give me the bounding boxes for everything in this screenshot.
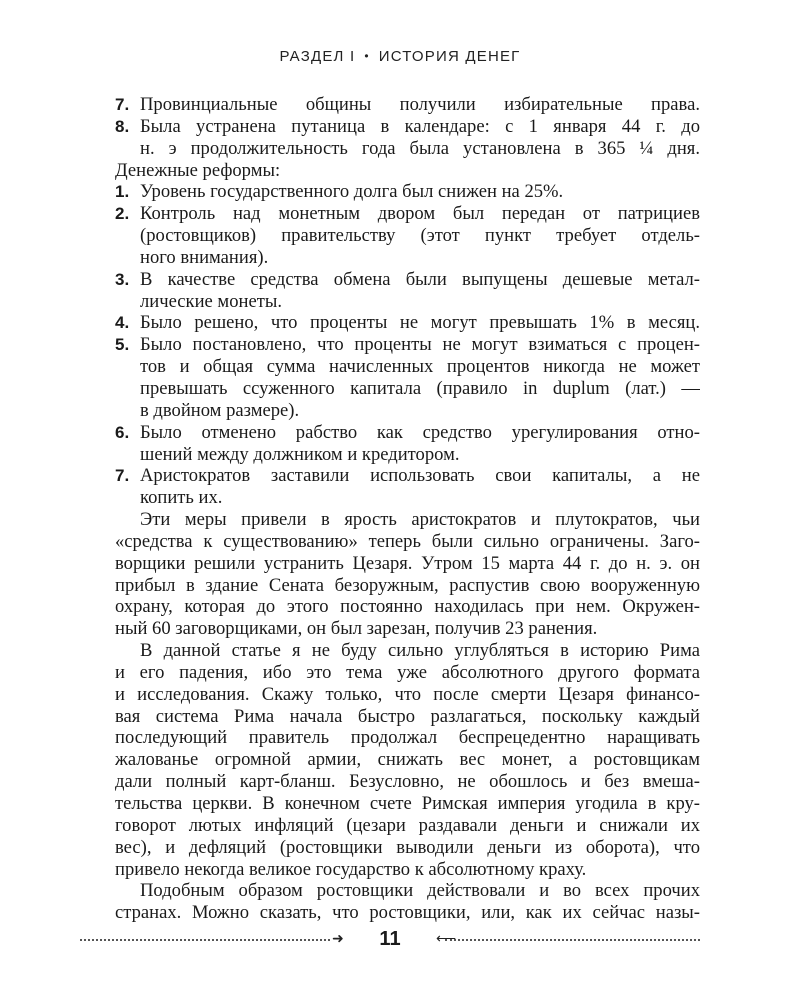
- paragraph-line: дали полный карт-бланш. Безусловно, не обошлось и без вмеша-: [115, 771, 700, 793]
- subheading: Денежные реформы:: [115, 159, 281, 181]
- list-number: 6.: [115, 422, 130, 442]
- paragraph-line: ный 60 заговорщиками, он был зарезан, получив 23 ранения.: [115, 618, 598, 640]
- list-item: 1. Уровень государственного долга был снижен на 25%.: [115, 181, 564, 203]
- paragraph-line: и исследования. Скажу только, что после смерти Цезаря финансо-: [115, 683, 700, 705]
- list-item: 3. В качестве средства обмена были выпущены дешевые метал-: [115, 268, 700, 290]
- paragraph-line: привело некогда великое государство к абсолютному краху.: [115, 858, 587, 880]
- list-item: 8. Была устранена путаница в календаре: с 1 января 44 г. до: [115, 115, 700, 137]
- arrow-right-icon: ➜: [332, 930, 344, 946]
- list-item: 4. Было решено, что проценты не могут превышать 1% в месяц.: [115, 312, 700, 334]
- list-number: 7.: [115, 466, 130, 486]
- list-item: 7. Аристократов заставили использовать свои капиталы, а не: [115, 465, 700, 487]
- paragraph-line: говорот лютых инфляций (цезари раздавали деньги и снижали их: [115, 814, 700, 836]
- paragraph-line: вес), и дефляций (ростовщики выводили деньги из оборота), что: [115, 836, 700, 858]
- list-item-continuation: копить их.: [140, 487, 223, 509]
- list-number: 5.: [115, 335, 130, 355]
- paragraph-line: и его падения, ибо это тема уже абсолютного другого формата: [115, 661, 700, 683]
- list-number: 7.: [115, 95, 130, 114]
- list-item-continuation: превышать ссуженного капитала (правило in duplum (лат.) —: [140, 377, 700, 399]
- list-number: 1.: [115, 182, 130, 202]
- paragraph-line: последующий правитель продолжал беспрецедентно наращивать: [115, 727, 700, 749]
- list-number: 8.: [115, 116, 130, 136]
- paragraph-line: Эти меры привели в ярость аристократов и плутократов, чьи: [140, 509, 700, 531]
- list-item-continuation: лические монеты.: [140, 290, 282, 312]
- separator-dot: •: [364, 49, 370, 63]
- paragraph-line: прибыл в здание Сената безоружным, распустив свою вооруженную: [115, 574, 700, 596]
- list-item-continuation: шений между должником и кредитором.: [140, 443, 460, 465]
- list-item-continuation: тов и общая сумма начисленных процентов никогда не может: [140, 356, 700, 378]
- paragraph-line: тельства церкви. В конечном счете Римская империя угодила в кру-: [115, 793, 700, 814]
- list-item-continuation: в двойном размере).: [140, 399, 300, 421]
- page-footer: [80, 928, 700, 952]
- list-number: 4.: [115, 313, 130, 333]
- running-header: [0, 48, 800, 65]
- list-item-continuation: (ростовщиков) правительству (этот пункт требует отдель-: [140, 225, 700, 247]
- paragraph-line: охрану, которая до этого постоянно находилась при нем. Окружен-: [115, 596, 700, 618]
- chapter-title: ИСТОРИЯ ДЕНЕГ: [378, 48, 521, 65]
- paragraph-line: жалованье огромной армии, снижать вес монет, а ростовщикам: [115, 749, 700, 771]
- list-item-continuation: н. э продолжительность года была установлена в 365 ¼ дня.: [140, 137, 700, 159]
- paragraph-line: ворщики решили устранить Цезаря. Утром 15 марта 44 г. до н. э. он: [115, 552, 700, 574]
- list-number: 3.: [115, 269, 130, 289]
- list-item: 5. Было постановлено, что проценты не могут взиматься с процен-: [115, 334, 700, 356]
- paragraph-line: «средства к существованию» теперь были сильно ограничены. Заго-: [115, 530, 700, 552]
- body-text: [115, 94, 700, 924]
- page-number: 11: [379, 928, 401, 950]
- arrow-left-icon: ⟵: [436, 930, 457, 946]
- footer-dotted-rule-left: [80, 939, 330, 941]
- footer-dotted-rule-right: [445, 939, 700, 941]
- list-item: 6. Было отменено рабство как средство урегулирования отно-: [115, 421, 700, 443]
- list-number: 2.: [115, 204, 130, 224]
- list-item: 2. Контроль над монетным двором был передан от патрициев: [115, 203, 700, 225]
- list-item-continuation: ного внимания).: [140, 246, 269, 268]
- paragraph-line: Подобным образом ростовщики действовали и во всех прочих: [140, 880, 700, 902]
- list-item: 7. Провинциальные общины получили избирательные права.: [115, 94, 700, 115]
- section-label: РАЗДЕЛ I: [279, 48, 356, 65]
- paragraph-line: вая система Рима начала быстро разлагаться, поскольку каждый: [115, 705, 700, 727]
- paragraph-line: В данной статье я не буду сильно углубляться в историю Рима: [140, 640, 700, 662]
- paragraph-line: странах. Можно сказать, что ростовщики, или, как их сейчас назы-: [115, 902, 700, 924]
